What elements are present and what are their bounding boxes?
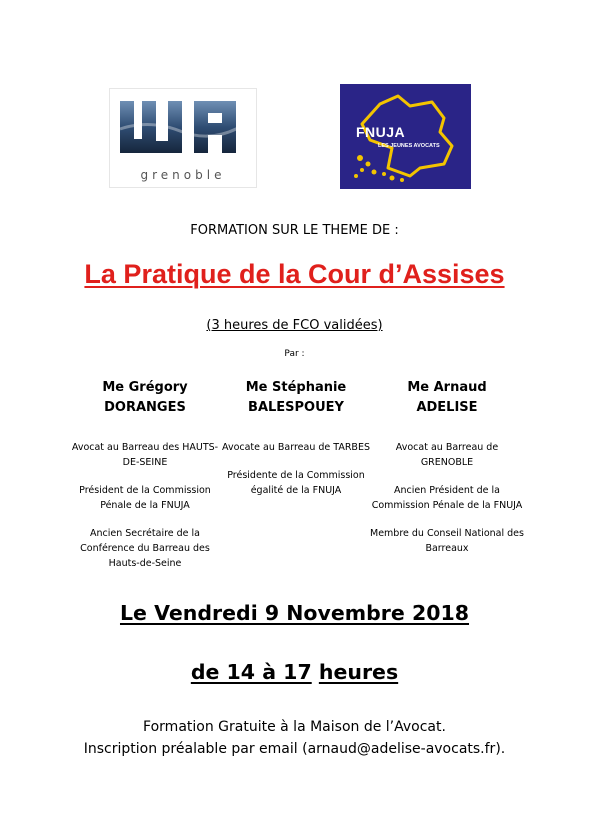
speaker-role: Avocate au Barreau de TARBES — [222, 442, 370, 453]
speaker-roles — [219, 440, 373, 498]
event-hours-main: de 14 à 17 — [190, 660, 312, 684]
fnuja-tagline: LES JEUNES AVOCATS — [378, 143, 440, 149]
footer-info — [0, 716, 589, 760]
intro-text: FORMATION SUR LE THEME DE : — [190, 223, 399, 238]
footer-line-registration: Inscription préalable par email (arnaud@adelise-avocats.fr). — [83, 741, 506, 757]
speaker-role: Avocat au Barreau de GRENOBLE — [395, 442, 499, 468]
speaker-first-line: Me Grégory — [102, 380, 188, 395]
event-hours-unit: heures — [318, 660, 399, 684]
fnuja-name: FNUJA — [356, 124, 406, 140]
uja-letters-graphic — [110, 89, 256, 167]
speaker-role: Ancien Secrétaire de la Conférence du Barreau des Hauts-de-Seine — [80, 528, 210, 569]
speaker-column — [219, 378, 373, 511]
speaker-roles — [370, 440, 524, 556]
uja-grenoble-logo — [109, 88, 257, 188]
event-date — [0, 601, 589, 625]
speaker-roles — [68, 440, 222, 571]
speaker-role: Présidente de la Commission égalité de la FNUJA — [227, 470, 365, 496]
speaker-last-name: BALESPOUEY — [248, 400, 344, 415]
speaker-column — [370, 378, 524, 569]
footer-line-free: Formation Gratuite à la Maison de l’Avocat. — [143, 719, 446, 735]
fco-note-text: (3 heures de FCO validées) — [206, 318, 383, 333]
event-hours — [0, 660, 589, 684]
speaker-role: Avocat au Barreau des HAUTS-DE-SEINE — [71, 442, 219, 468]
page-title — [0, 259, 589, 290]
uja-caption: grenoble — [140, 168, 226, 182]
event-date-text: Le Vendredi 9 Novembre 2018 — [119, 601, 470, 625]
speaker-name — [219, 378, 373, 418]
speaker-name — [68, 378, 222, 418]
speaker-last-name: DORANGES — [104, 400, 186, 415]
speaker-last-name: ADELISE — [416, 400, 478, 415]
speaker-first-line: Me Stéphanie — [245, 380, 347, 395]
speaker-first-line: Me Arnaud — [407, 380, 487, 395]
speaker-column — [68, 378, 222, 584]
page-title-text: La Pratique de la Cour d’Assises — [84, 259, 505, 289]
fnuja-logo — [340, 84, 471, 189]
speaker-name — [370, 378, 524, 418]
fco-note — [0, 318, 589, 333]
speaker-role: Président de la Commission Pénale de la FNUJA — [79, 485, 211, 511]
speaker-role: Ancien Président de la Commission Pénale de la FNUJA — [371, 485, 523, 511]
par-label: Par : — [284, 349, 305, 359]
speaker-role: Membre du Conseil National des Barreaux — [370, 528, 524, 554]
